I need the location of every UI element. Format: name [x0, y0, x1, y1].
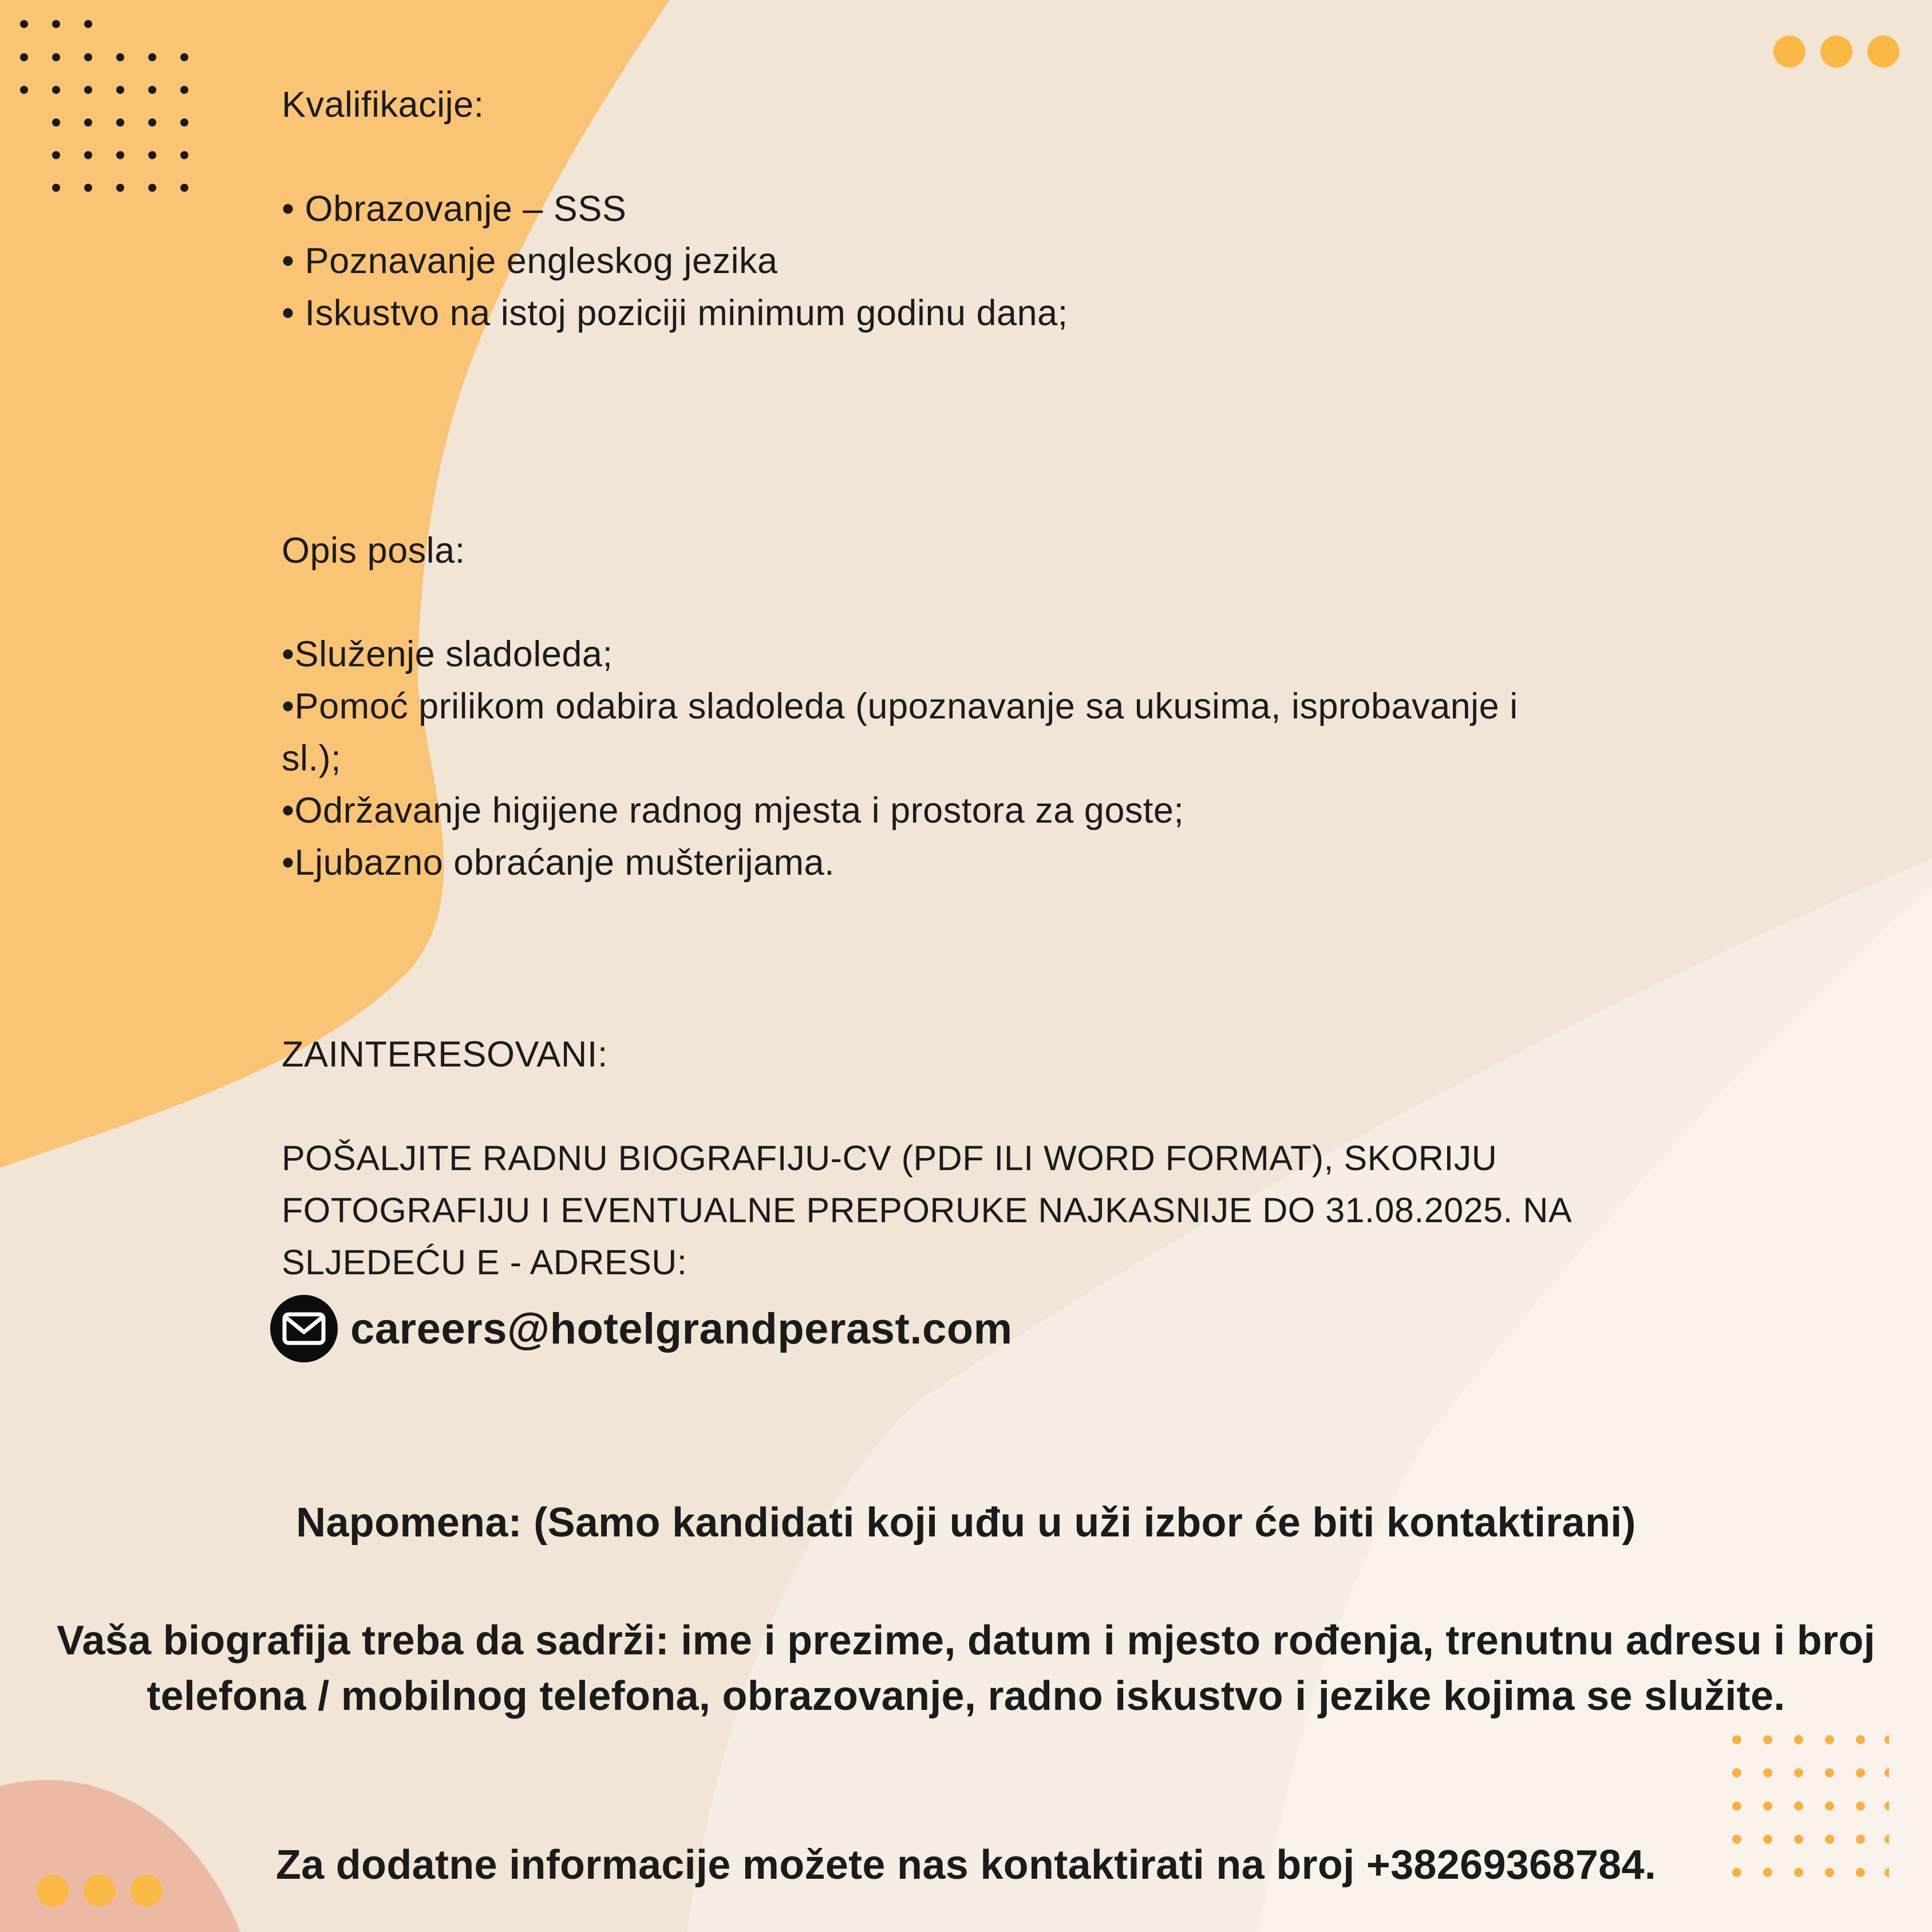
- cv-requirements-text: Vaša biografija treba da sadrži: ime i prezime, datum i mjesto rođenja, trenutnu adresu i broj telefona / mobilnog telefona, obrazovanje, radno iskustvo i jezike kojima se služite.: [57, 1618, 1875, 1719]
- contact-text: Za dodatne informacije možete nas kontaktirati na broj +38269368784.: [275, 1842, 1657, 1888]
- qualifications-heading: Kvalifikacije:: [282, 85, 484, 125]
- list-item: •Služenje sladoleda;: [282, 634, 613, 674]
- email-link[interactable]: careers@hotelgrandperast.com: [350, 1304, 1013, 1353]
- job-description-list: [282, 629, 1530, 889]
- list-item: •Pomoć prilikom odabira sladoleda (upoznavanje sa ukusima, isprobavanje i sl.);: [282, 686, 1518, 779]
- list-item: •Održavanje higijene radnog mjesta i prostora za goste;: [282, 791, 1184, 831]
- orange-dots-top-right: [1773, 35, 1899, 70]
- list-item: •Ljubazno obraćanje mušterijama.: [282, 843, 835, 883]
- note-text: Napomena: (Samo kandidati koji uđu u uži izbor će biti kontaktirani): [296, 1500, 1636, 1546]
- apply-heading: ZAINTERESOVANI:: [282, 1034, 608, 1074]
- list-item: • Poznavanje engleskog jezika: [282, 241, 778, 281]
- email-row[interactable]: [270, 1295, 1013, 1362]
- qualifications-list: [282, 183, 1068, 339]
- job-description-heading: Opis posla:: [282, 531, 465, 571]
- apply-instructions: POŠALJITE RADNU BIOGRAFIJU-CV (PDF ILI WORD FORMAT), SKORIJU FOTOGRAFIJU I EVENTUALNE PREPORUKE NAJKASNIJE DO 31.08.2025. NA SLJEDEĆU E - ADRESU:: [282, 1139, 1570, 1282]
- list-item: • Iskustvo na istoj poziciji minimum godinu dana;: [282, 293, 1068, 333]
- envelope-icon: [270, 1295, 338, 1362]
- list-item: • Obrazovanje – SSS: [282, 189, 627, 229]
- dot-grid-top-left: [17, 17, 206, 200]
